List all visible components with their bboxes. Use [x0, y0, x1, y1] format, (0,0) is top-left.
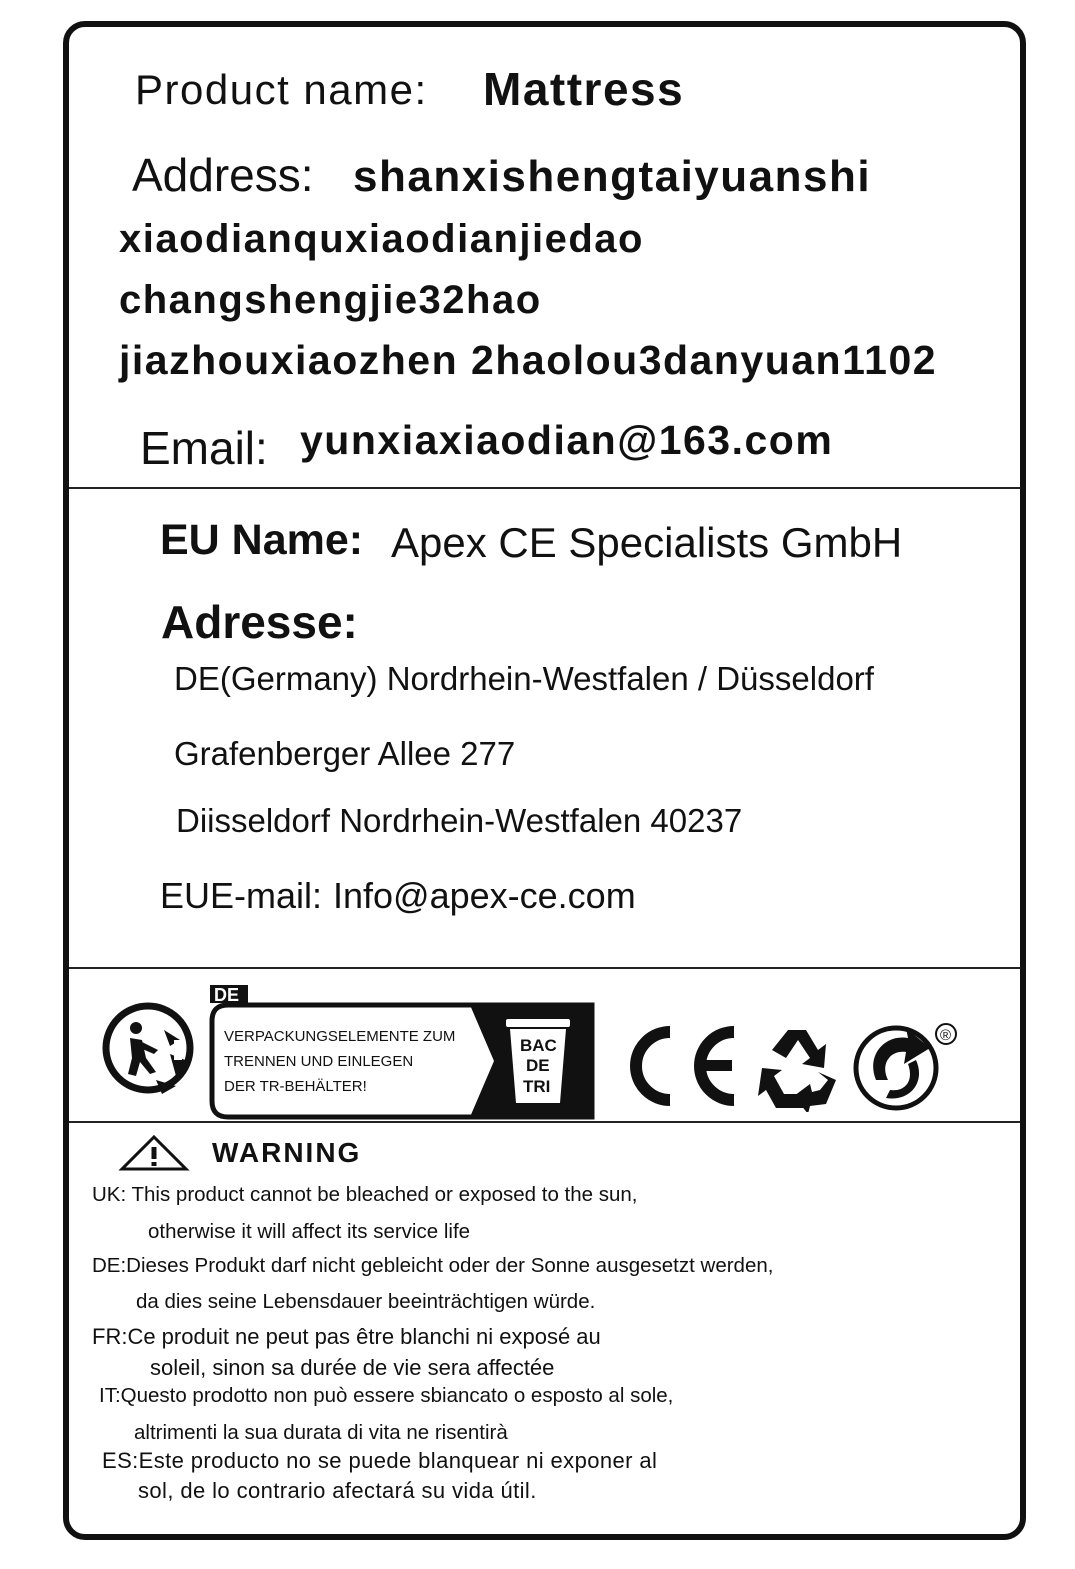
triman-icon — [100, 1000, 200, 1096]
eu-email-label: EUE-mail: — [160, 875, 323, 916]
address-line: changshengjie32hao — [119, 278, 542, 322]
eu-address-line: DE(Germany) Nordrhein-Westfalen / Düsseldorf — [174, 660, 874, 697]
green-dot-icon — [852, 1020, 962, 1112]
eu-name-value: Apex CE Specialists GmbH — [391, 519, 903, 566]
eu-address-label: Adresse: — [161, 596, 358, 648]
eu-email-value: Info@apex-ce.com — [333, 875, 636, 916]
ce-mark-icon — [622, 1024, 742, 1108]
warning-text: soleil, sinon sa durée de vie sera affectée — [150, 1355, 555, 1380]
address-line: xiaodianquxiaodianjiedao — [119, 217, 644, 261]
de-text-line: DER TR-BEHÄLTER! — [224, 1078, 367, 1095]
email-value: yunxiaxiaodian@163.com — [300, 417, 834, 463]
product-name-label: Product name: — [135, 66, 428, 113]
warning-text: da dies seine Lebensdauer beeinträchtigen würde. — [136, 1290, 596, 1313]
de-text-line: VERPACKUNGSELEMENTE ZUM — [224, 1028, 456, 1045]
product-name-value: Mattress — [483, 63, 685, 115]
warning-text: FR:Ce produit ne peut pas être blanchi ni exposé au — [92, 1324, 601, 1349]
warning-text: otherwise it will affect its service life — [148, 1220, 471, 1243]
address-line: shanxishengtaiyuanshi — [353, 152, 872, 201]
de-tag: DE — [214, 985, 240, 1005]
svg-text:BAC: BAC — [520, 1036, 557, 1055]
divider — [69, 967, 1020, 969]
registered-mark: ® — [940, 1027, 952, 1044]
warning-text: ES:Este producto no se puede blanquear ni exponer al — [102, 1448, 658, 1473]
warning-title: WARNING — [212, 1137, 362, 1168]
warning-text: altrimenti la sua durata di vita ne risentirà — [134, 1421, 508, 1444]
address-label: Address: — [132, 149, 314, 201]
bin-icon — [506, 1019, 570, 1103]
email-label: Email: — [140, 422, 268, 474]
eu-address-line: Grafenberger Allee 277 — [174, 735, 516, 772]
eu-name-label: EU Name: — [160, 516, 364, 564]
address-line: jiazhouxiaozhen 2haolou3danyuan1102 — [119, 337, 938, 383]
warning-text: DE:Dieses Produkt darf nicht gebleicht oder der Sonne ausgesetzt werden, — [92, 1254, 774, 1277]
divider — [69, 1121, 1020, 1123]
recycle-icon — [752, 1024, 842, 1112]
svg-text:DE: DE — [526, 1056, 550, 1075]
warning-text: IT:Questo prodotto non può essere sbiancato o esposto al sole, — [99, 1384, 674, 1407]
eu-address-line: Diisseldorf Nordrhein-Westfalen 40237 — [176, 802, 743, 839]
warning-text: UK: This product cannot be bleached or exposed to the sun, — [92, 1183, 638, 1206]
warning-text: sol, de lo contrario afectará su vida útil. — [138, 1478, 537, 1503]
de-sorting-banner — [208, 985, 598, 1121]
warning-triangle-icon — [118, 1134, 190, 1172]
svg-text:TRI: TRI — [523, 1077, 551, 1096]
divider — [69, 487, 1020, 489]
de-text-line: TRENNEN UND EINLEGEN — [224, 1053, 414, 1070]
